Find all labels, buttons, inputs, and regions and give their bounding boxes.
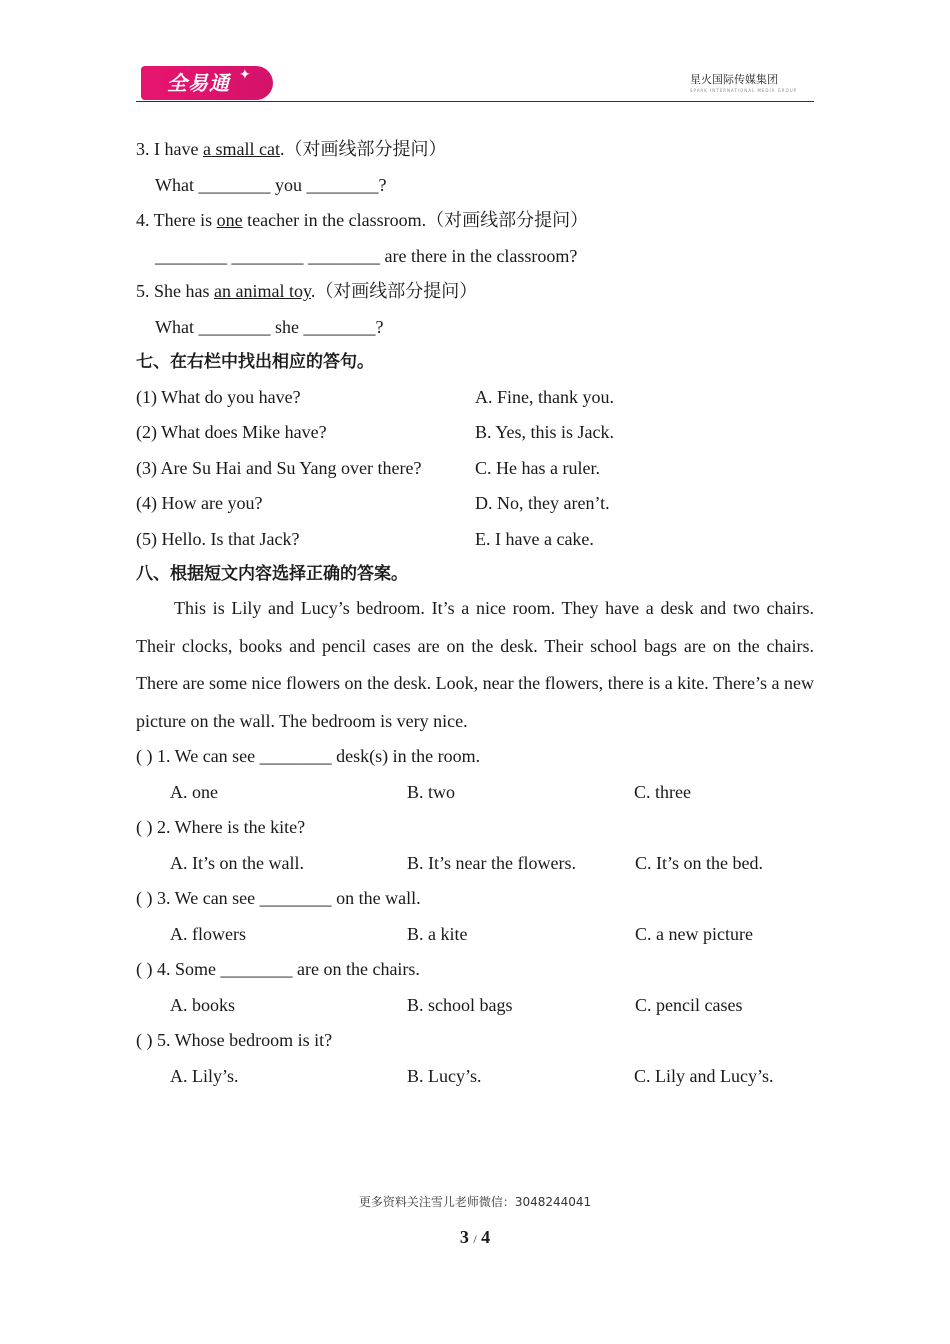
current-page: 3 [459,1227,469,1247]
question-6-5: 5. She has an animal toy.（对画线部分提问） [136,281,478,301]
logo-text: 全易通 [167,71,230,95]
option-a: A. one [170,782,218,802]
question-8-2: ( ) 2. Where is the kite? [136,817,306,837]
match-right-a: A. Fine, thank you. [475,387,614,407]
question-8-1: ( ) 1. We can see ________ desk(s) in the room. [136,746,481,766]
match-right-e: E. I have a cake. [475,529,594,549]
option-c: C. Lily and Lucy’s. [634,1066,774,1086]
answer-line-6-3: What ________ you ________? [155,175,387,195]
option-a: A. Lily’s. [170,1066,239,1086]
brand-subtitle: SPARK INTERNATIONAL MEDIA GROUP [690,88,798,93]
question-6-3: 3. I have a small cat.（对画线部分提问） [136,139,447,159]
question-6-4: 4. There is one teacher in the classroom.（对画线部分提问） [136,210,589,230]
question-8-3: ( ) 3. We can see ________ on the wall. [136,888,421,908]
sparkle-icon: ✦ [239,68,251,83]
logo [141,66,273,100]
question-8-5: ( ) 5. Whose bedroom is it? [136,1030,333,1050]
option-c: C. three [634,782,691,802]
footer-note: 更多资料关注雪儿老师微信：3048244041 [358,1195,592,1209]
match-left-2: (2) What does Mike have? [136,422,327,442]
option-b: B. school bags [407,995,513,1015]
question-8-4: ( ) 4. Some ________ are on the chairs. [136,959,420,979]
match-left-5: (5) Hello. Is that Jack? [136,529,300,549]
match-left-3: (3) Are Su Hai and Su Yang over there? [136,458,422,478]
option-a: A. flowers [170,924,246,944]
option-b: B. two [407,782,456,802]
option-b: B. It’s near the flowers. [407,853,576,873]
option-b: B. a kite [407,924,468,944]
option-a: A. It’s on the wall. [170,853,304,873]
section-8-title: 八、根据短文内容选择正确的答案。 [136,564,408,584]
match-right-b: B. Yes, this is Jack. [475,422,615,442]
reading-passage: This is Lily and Lucy’s bedroom. It’s a nice room. They have a desk and two chairs. Their clocks, books and pencil cases are on the desk. Their school bags are on the chairs. There are some nice flowers on the desk. Look, near the flowers, there is a kite. There’s a new picture on the wall. The bedroom is very nice. [136,598,814,731]
answer-line-6-5: What ________ she ________? [155,317,384,337]
option-c: C. a new picture [635,924,753,944]
section-7-title: 七、在右栏中找出相应的答句。 [136,352,374,372]
option-c: C. It’s on the bed. [635,853,763,873]
match-left-4: (4) How are you? [136,493,263,513]
underlined-phrase: one [216,210,243,230]
option-b: B. Lucy’s. [407,1066,482,1086]
option-a: A. books [170,995,236,1015]
page-separator: / [473,1232,477,1246]
brand-name: 星火国际传媒集团 [690,73,778,86]
page-number [0,1227,950,1248]
match-right-d: D. No, they aren’t. [475,493,610,513]
underlined-phrase: a small cat [202,139,280,159]
match-right-c: C. He has a ruler. [475,458,600,478]
total-pages: 4 [481,1227,491,1247]
header-divider [136,101,814,102]
option-c: C. pencil cases [635,995,743,1015]
underlined-phrase: an animal toy [214,281,311,301]
answer-line-6-4: ________ ________ ________ are there in the classroom? [155,246,578,266]
match-left-1: (1) What do you have? [136,387,301,407]
